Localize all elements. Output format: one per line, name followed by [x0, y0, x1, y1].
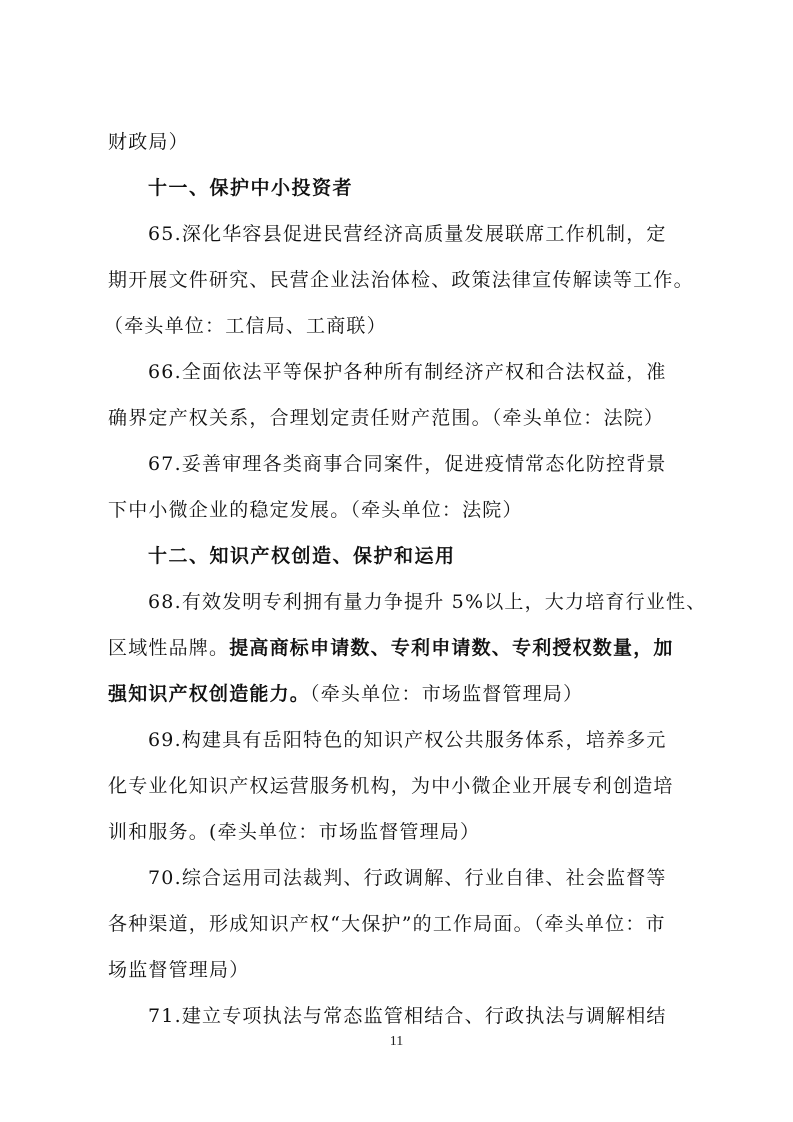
text-line: 确界定产权关系，合理划定责任财产范围。（牵头单位：法院） [108, 407, 665, 429]
text-line: 各种渠道，形成知识产权“大保护”的工作局面。（牵头单位：市 [108, 913, 666, 935]
text-line: 68.有效发明专利拥有量力争提升 5%以上，大力培育行业性、 [148, 591, 707, 613]
text-segment: 区域性品牌。 [108, 637, 230, 659]
text-line: 下中小微企业的稳定发展。（牵头单位：法院） [108, 499, 523, 521]
text-line: 66.全面依法平等保护各种所有制经济产权和合法权益，准 [148, 361, 667, 383]
text-line: 训和服务。(牵头单位：市场监督管理局） [108, 821, 481, 843]
text-line: （牵头单位：工信局、工商联） [104, 315, 387, 337]
text-line: 场监督管理局） [108, 959, 250, 981]
text-line: 65.深化华容县促进民营经济高质量发展联席工作机制，定 [148, 223, 667, 245]
text-line: 财政局） [108, 131, 189, 153]
text-line: 67.妥善审理各类商事合同案件，促进疫情常态化防控背景 [148, 453, 667, 475]
text-line [108, 633, 708, 663]
page-number: 11 [389, 1034, 404, 1049]
text-line: 71.建立专项执法与常态监管相结合、行政执法与调解相结 [148, 1005, 667, 1027]
text-line [108, 679, 708, 709]
bold-text-segment: 强知识产权创造能力。 [108, 683, 311, 705]
text-line: 70.综合运用司法裁判、行政调解、行业自律、社会监督等 [148, 867, 667, 889]
bold-text-segment: 提高商标申请数、专利申请数、专利授权数量，加 [229, 637, 674, 659]
text-line: 期开展文件研究、民营企业法治体检、政策法律宣传解读等工作。 [108, 269, 694, 291]
text-segment: （牵头单位：市场监督管理局） [310, 683, 584, 705]
text-line: 化专业化知识产权运营服务机构，为中小微企业开展专利创造培 [108, 775, 674, 797]
section-heading-12: 十二、知识产权创造、保护和运用 [148, 545, 456, 567]
text-line: 69.构建具有岳阳特色的知识产权公共服务体系，培养多元 [148, 729, 667, 751]
section-heading-11: 十一、保护中小投资者 [148, 177, 354, 199]
